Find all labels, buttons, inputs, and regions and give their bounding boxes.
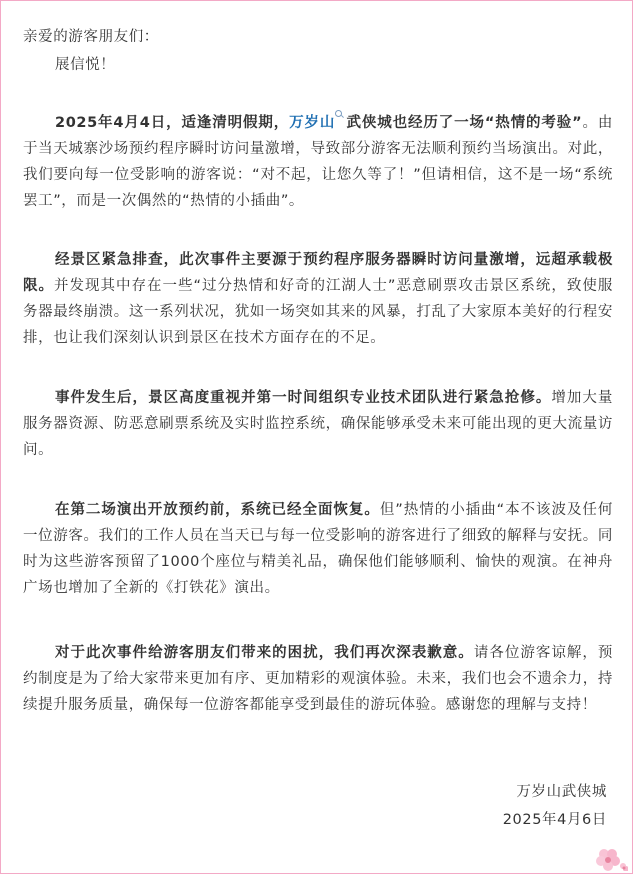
greeting: 亲爱的游客朋友们： [23, 29, 159, 45]
paragraph-3-bold: 事件发生后，景区高度重视并第一时间组织专业技术团队进行紧急抢修。 [55, 390, 552, 406]
paragraph-4-bold: 在第二场演出开放预约前，系统已经全面恢复。 [55, 502, 380, 518]
paragraph-3 [23, 385, 613, 463]
paragraph-5-bold: 对于此次事件给游客朋友们带来的困扰，我们再次深表歉意。 [55, 645, 474, 661]
cherry-blossom-icon [588, 841, 628, 871]
paragraph-2-bold: 经景区紧急排查，此次事件主要源于预约程序服务器瞬时访问量激增，远超承载极限。 [23, 252, 613, 294]
paragraph-5 [23, 640, 613, 718]
blossom-flower-large [596, 849, 620, 871]
paragraph-4 [23, 497, 613, 601]
signature: 万岁山武侠城 [516, 784, 607, 800]
paragraph-1-text: 。由于当天城寨沙场预约程序瞬时访问量激增，导致部分游客无法顺利预约当场演出。对此，我们要向每一位受影响的游客说：“对不起，让您久等了！”但请相信，这不是一场“系统罢工”，而是一次偶然的“热情的小插曲”。 [23, 115, 613, 209]
blossom-flower-small [620, 863, 628, 871]
paragraph-4-text: 但”热情的小插曲“本不该波及任何一位游客。我们的工作人员在当天已与每一位受影响的游客进行了细致的解释与安抚。同时为这些游客预留了1000个座位与精美礼品，确保他们能够顺利、愉快的观演。在神舟广场也增加了全新的《打铁花》演出。 [23, 502, 613, 596]
date: 2025年4月6日 [502, 812, 607, 828]
paragraph-1-bold-tail: 武侠城也经历了一场“热情的考验” [346, 115, 583, 131]
keyword-link[interactable]: 万岁山 [289, 115, 336, 131]
paragraph-5-text: 请各位游客谅解，预约制度是为了给大家带来更加有序、更加精彩的观演体验。未来，我们也会不遗余力，持续提升服务质量，确保每一位游客都能享受到最佳的游玩体验。感谢您的理解与支持！ [23, 645, 614, 713]
paragraph-1 [23, 110, 613, 214]
paragraph-3-text: 增加大量服务器资源、防恶意刷票系统及实时监控系统，确保能够承受未来可能出现的更大流量访问。 [23, 390, 613, 458]
paragraph-2 [23, 247, 613, 351]
search-icon[interactable] [335, 110, 344, 122]
paragraph-1-bold-lead: 2025年4月4日，适逢清明假期， [55, 115, 290, 131]
paragraph-2-text: 并发现其中存在一些“过分热情和好奇的江湖人士”恶意刷票攻击景区系统，致使服务器最终崩溃。这一系列状况，犹如一场突如其来的风暴，打乱了大家原本美好的行程安排，也让我们深刻认识到景区在技术方面存在的不足。 [23, 278, 613, 346]
salutation: 展信悦！ [55, 57, 116, 73]
